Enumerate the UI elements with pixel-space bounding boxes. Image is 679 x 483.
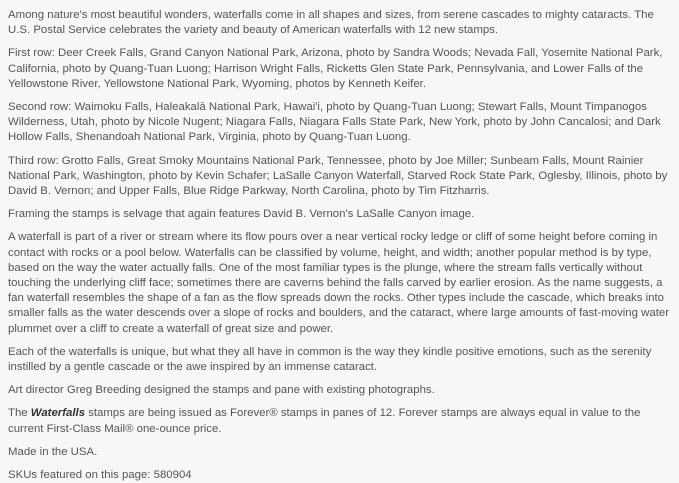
third-row-paragraph: Third row: Grotto Falls, Great Smoky Mountains National Park, Tennessee, photo by Joe Miller; Sunbeam Falls, Mount Rainier National Park, Washington, photo by Kevin Schafer; LaSalle Canyon Waterfall, Starved Rock State Park, Oglesby, Illinois, photo by David B. Vernon; and Upper Falls, Blue Ridge Parkway, North Carolina, photo by Tim Fitzharris. (8, 154, 668, 198)
made-in-paragraph: Made in the USA. (8, 445, 98, 458)
first-row-paragraph: First row: Deer Creek Falls, Grand Canyon National Park, Arizona, photo by Sandra Woods; Nevada Fall, Yosemite National Park, California, photo by Quang-Tuan Luong; Harrison Wright Falls, Ricketts Glen State Park, Pennsylvania, and Lower Falls of the Yellowstone River, Yellowstone National Park, Wyoming, photos by Kenneth Keifer. (8, 47, 663, 90)
selvage-paragraph: Framing the stamps is selvage that again features David B. Vernon's LaSalle Canyon image. (8, 208, 475, 221)
intro-paragraph: Among nature's most beautiful wonders, waterfalls come in all shapes and sizes, from serene cascades to mighty cataracts. The U.S. Postal Service celebrates the variety and beauty of American waterfalls with 12 new stamps. (8, 9, 654, 37)
stamp-name: Waterfalls (30, 407, 86, 420)
unique-paragraph: Each of the waterfalls is unique, but what they all have in common is the way they kindle positive emotions, such as the serenity instilled by a gentle cascade or the awe inspired by an immense cataract. (8, 345, 652, 374)
art-director-paragraph: Art director Greg Breeding designed the stamps and pane with existing photographs. (8, 384, 435, 397)
skus-paragraph: SKUs featured on this page: 580904 (8, 469, 192, 482)
issuance-prefix: The (8, 407, 31, 420)
issuance-suffix: stamps are being issued as Forever® stamps in panes of 12. Forever stamps are always equal in value to the current First-Class Mail® one-ounce price. (8, 407, 641, 435)
issuance-paragraph (8, 406, 671, 436)
second-row-paragraph: Second row: Waimoku Falls, Haleakalā National Park, Hawai'i, photo by Quang-Tuan Luong; Stewart Falls, Mount Timpanogos Wilderness, Utah, photo by Nicole Nugent; Niagara Falls, Niagara Falls State Park, New York, photo by John Cancalosi; and Dark Hollow Falls, Shenandoah National Park, Virginia, photo by Quang-Tuan Luong. (8, 101, 661, 144)
waterfall-description-paragraph: A waterfall is part of a river or stream where its flow pours over a near vertical rocky ledge or cliff of some height before coming in contact with rocks or a pool below. Waterfalls can be classified by volume, height, and width; another popular method is by type, based on the way the water actually falls. One of the most familiar types is the plunge, where the stream falls vertically without touching the underlying cliff face; sometimes there are caverns behind the falls carved by earlier erosion. As the name suggests, a fan waterfall resembles the shape of a fan as the flow spreads down the rocks. Other types include the cascade, which breaks into smaller falls as the water descends over a slope of rocks and boulders, and the cataract, where large amounts of fast-moving water plummet over a cliff to create a waterfall of great size and power. (8, 231, 669, 335)
